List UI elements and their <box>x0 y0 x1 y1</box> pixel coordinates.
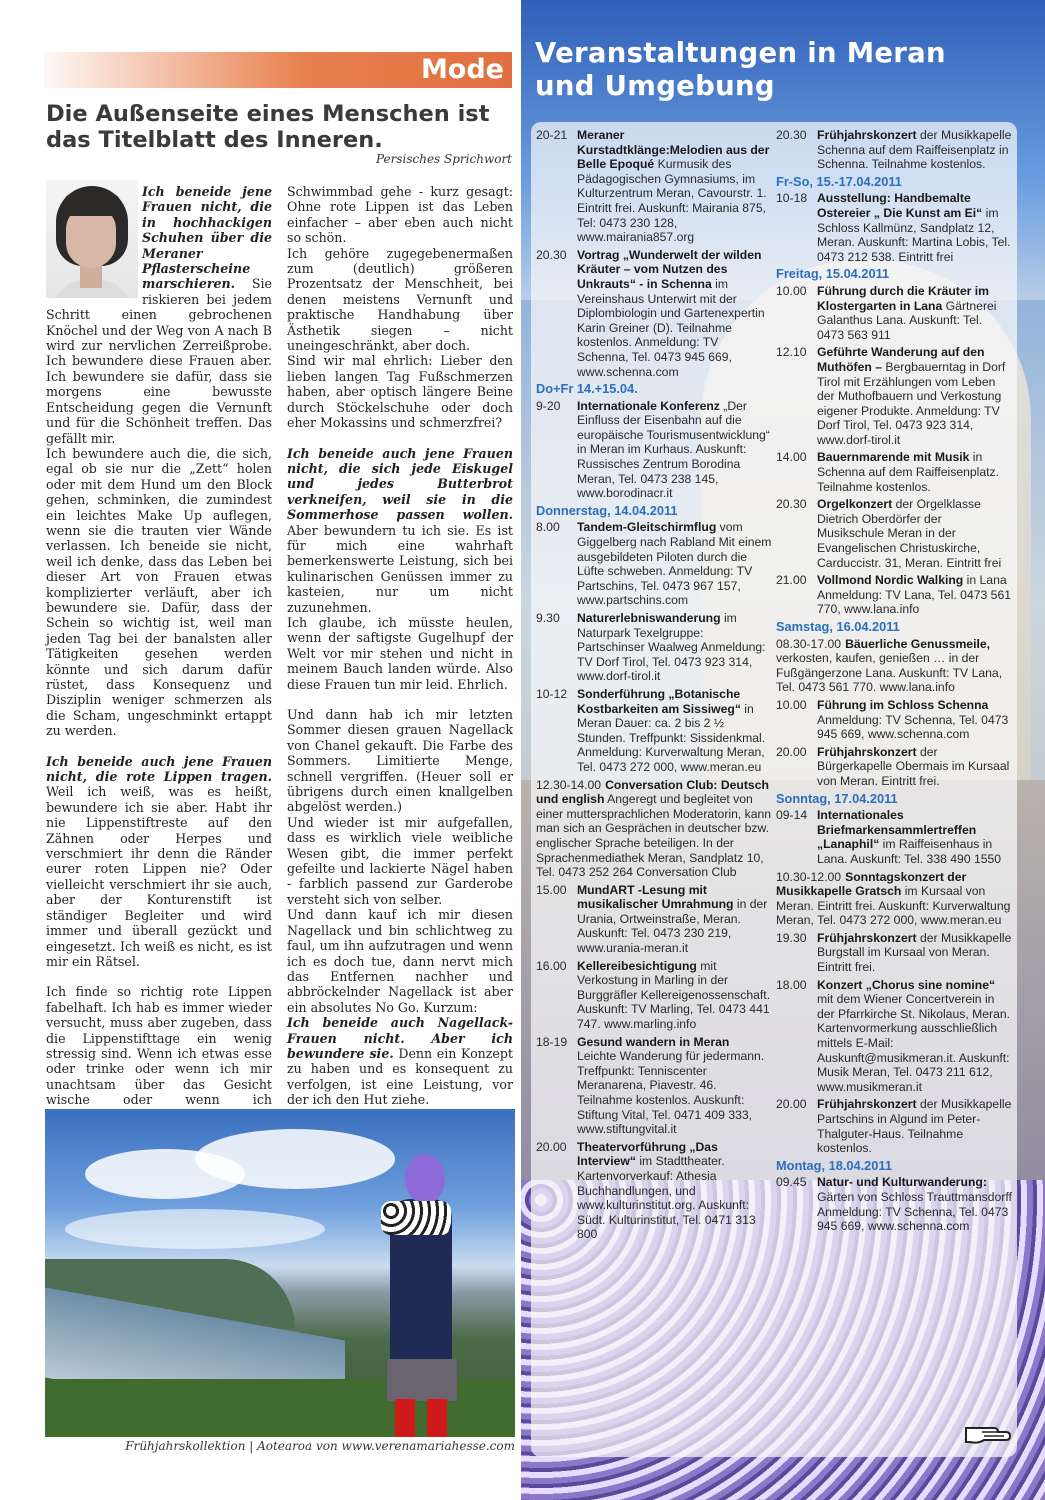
paragraph-text: Und dann kauf ich mir diesen Nagellack und bin schlichtweg zu faul, um ihn aufzutragen und wenn ich es doch tue, dann nervt mich das Entfernen nachher und abbröckelnder Nagellack ist aber ein absolutes No Go. Kurzum: <box>287 907 513 1015</box>
event-title: Tandem-Gleitschirmflug <box>577 520 717 535</box>
event-time: 16.00 <box>536 958 567 973</box>
event-description: Naturerlebniswanderung im Naturpark Texelgruppe: Partschinser Waalweg Anmeldung: TV Dorf Tirol, Tel. 0473 923 314, www.dorf-tirol.it <box>577 611 766 684</box>
paragraph-lead: Ich beneide auch jene Frauen nicht, die rote Lippen tragen. <box>46 753 272 785</box>
event-description: Vortrag „Wunderwelt der wilden Kräuter – vom Nutzen des Unkrauts“ - in Schenna im Vereinshaus Unterwirt mit der Diplombiologin und Gartenexpertin Karin Greiner (D). Teilnahme kostenlos. Anmeldung: TV Schenna, Tel. 0473 945 669, www.schenna.com <box>577 247 765 379</box>
event-time: 14.00 <box>776 450 807 465</box>
paragraph-lead: Ich beneide auch jene Frauen nicht, die sich jede Eiskugel und jedes Butterbrot verkneifen, weil sie in die Sommerhose passen wollen. <box>287 445 513 523</box>
paragraph-text: Ich finde so richtig rote Lippen fabelhaft. Ich hab es immer wieder versucht, muss aber zugeben, dass die Lippenstifttage ein wenig stressig sind. Wenn ich etwas esse oder trinke oder wenn ich mir unachtsam über das Gesicht wische oder wenn ich <box>46 984 272 1108</box>
event-description: Frühjahrskonzert der Musikkapelle Partschins in Algund im Peter-Thalguter-Haus. Teilnahme kostenlos. <box>817 1097 1012 1156</box>
event-description: Conversation Club: Deutsch und english Angeregt und begleitet von einer muttersprachlichen Moderatorin, kann man sich an Gesprächen in deutscher bzw. englischer Sprache beteiligen. In der Sprachenmediathek Meran, Sandplatz 10, Tel. 0473 252 264 Conversation Club <box>536 777 772 880</box>
article-paragraph <box>287 707 513 815</box>
event-item <box>536 128 772 245</box>
event-title: Vollmond Nordic Walking <box>817 573 964 588</box>
article-paragraph <box>46 446 272 739</box>
article-paragraph <box>287 815 513 907</box>
event-description: Kellereibesichtigung mit Verkostung in Marling in der Burggräfler Kellereigenossenschaft. Auskunft: TV Marling, Tel. 0473 441 747. www.marling.info <box>577 958 771 1032</box>
paragraph-text: Sind wir mal ehrlich: Lieber den lieben langen Tag Fußschmerzen haben, aber optisch längere Beine durch Stöckelschuhe oder doch eher Mokassins und schmerzfrei? <box>287 353 513 431</box>
paragraph-text: Weil ich weiß, was es heißt, bewundere ich sie aber. Habt ihr nie Lippenstiftreste auf den Zähnen oder Herpes und verschmiert ihr denn die Ränder eurer roten Lippen nie? Oder vielleicht verschmiert ihr sie auch, aber der Konturenstift ist ständiger Begleiter und wird immer und überall gezückt und eingesetzt. Ich weiß es nicht, es ist mir ein Rätsel. <box>46 784 272 969</box>
event-item <box>536 883 772 956</box>
event-title: Frühjahrskonzert <box>817 128 917 142</box>
event-time: 8.00 <box>536 520 560 535</box>
event-description: Führung im Schloss Schenna Anmeldung: TV Schenna, Tel. 0473 945 669, www.schenna.com <box>817 697 1009 742</box>
event-description: Gesund wandern in Meran Leichte Wanderung für jedermann. Treffpunkt: Tenniscenter Meranarena, Piavestr. 46. Teilnahme kostenlos. Auskunft: Stiftung Vital, Tel. 0471 409 333, www.stiftungvital.it <box>577 1034 765 1137</box>
event-item <box>776 128 1012 172</box>
article-paragraph <box>287 1015 513 1107</box>
event-title: Vortrag „Wunderwelt der wilden Kräuter – vom Nutzen des Unkrauts“ - in Schenna <box>577 247 762 291</box>
event-time: 20.30 <box>776 497 807 512</box>
event-title: Führung durch die Kräuter im Klostergarten in Lana <box>817 283 989 313</box>
event-description: Sonderführung „Botanische Kostbarkeiten am Sissiweg“ in Meran Dauer: ca. 2 bis 2 ½ Stunden. Treffpunkt: Sissidenkmal. Anmeldung: Kurverwaltung Meran, Tel. 0473 272 000, www.meran.eu <box>577 686 766 774</box>
event-title: Bauernmarende mit Musik <box>817 450 970 465</box>
event-time: 20.30 <box>536 247 567 262</box>
event-item <box>776 978 1012 1095</box>
event-description: Internationale Konferenz „Der Einfluss der Eisenbahn auf die europäische Tourismusentwicklung“ in Meran im Kurhaus. Auskunft: Russisches Zentrum Borodina Meran, Tel. 0473 238 145, www.borodinacr.it <box>577 398 770 501</box>
event-description: Frühjahrskonzert der Bürgerkapelle Obermais im Kursaal von Meran. Eintritt frei. <box>817 744 1010 788</box>
events-title: Veranstaltungen in Meran und Umgebung <box>535 37 946 102</box>
event-item <box>776 808 1012 866</box>
event-time: 19.30 <box>776 930 807 945</box>
paragraph-text: Denn ein Konzept zu haben und es konsequent zu verfolgen, ist eine Leistung, vor der ich den Hut ziehe. <box>287 1045 513 1108</box>
event-time: 20.00 <box>776 744 807 759</box>
event-description: Internationales Briefmarkensammlertreffen „Lanaphil“ im Raiffeisenhaus in Lana. Auskunft: Tel. 338 490 1550 <box>817 808 1002 866</box>
event-time: 09.45 <box>776 1175 807 1190</box>
event-description: Frühjahrskonzert der Musikkapelle Schenna auf dem Raiffeisenplatz in Schenna. Teilnahme kostenlos. <box>817 128 1012 172</box>
event-item <box>536 399 772 501</box>
event-title: Sonderführung „Botanische Kostbarkeiten am Sissiweg“ <box>577 686 741 716</box>
event-item <box>536 959 772 1032</box>
event-title: Frühjahrskonzert <box>817 744 917 759</box>
events-column-1 <box>536 128 772 1245</box>
article-column-2 <box>287 184 513 1123</box>
event-item <box>536 778 772 880</box>
event-time: 12.10 <box>776 345 807 360</box>
event-time: 20-21 <box>536 128 568 142</box>
fashion-photo <box>45 1109 515 1437</box>
event-item <box>776 870 1012 928</box>
paragraph-text: Und wieder ist mir aufgefallen, dass es wirklich viele weibliche Wesen gibt, die immer perfekt gefeilte und lackierte Nägel haben - farblich passend zur Garderobe versteht sich von selber. <box>287 814 513 907</box>
paragraph-text: Aber bewundern tu ich sie. Es ist für mich eine wahrhaft bemerkenswerte Leistung, sich bei kulinarischen Genüssen immer zu kasteien, nur um nicht zuzunehmen. <box>287 522 513 615</box>
event-item <box>776 745 1012 789</box>
event-description: Führung durch die Kräuter im Klostergarten in Lana Gärtnerei Galanthus Lana. Auskunft: Tel. 0473 563 911 <box>817 283 997 342</box>
event-item <box>536 1035 772 1137</box>
event-item <box>776 1097 1012 1155</box>
event-item <box>536 611 772 684</box>
pointing-hand-icon <box>964 1418 1012 1448</box>
event-time: 10-12 <box>536 686 568 701</box>
event-time: 15.00 <box>536 882 567 897</box>
event-description: Theatervorführung „Das Interview“ im Stadttheater. Kartenvorverkauf: Athesia Buchhandlungen, und www.kulturinstitut.org. Auskunft: Südt. Kulturinstitut, Tel. 0471 313 800 <box>577 1139 756 1242</box>
paragraph-lead: Ich beneide auch Nagellack-Frauen nicht. Aber ich bewundere sie. <box>287 1015 513 1061</box>
event-item <box>536 687 772 775</box>
article-headline: Die Außenseite eines Menschen ist das Titelblatt des Inneren. <box>46 101 490 153</box>
event-time: 10.00 <box>776 697 807 712</box>
article-paragraph <box>287 446 513 615</box>
events-column-2 <box>776 128 1012 1237</box>
section-label: Mode <box>420 54 504 85</box>
event-title: Theatervorführung „Das Interview“ <box>577 1139 718 1169</box>
event-title: Natur- und Kulturwanderung: <box>817 1175 987 1190</box>
event-title: Geführte Wanderung auf den Muthöfen – <box>817 345 985 374</box>
event-description: Bäuerliche Genussmeile, verkosten, kaufen, genießen … in der Fußgängerzone Lana. Auskunft: TV Lana, Tel. 0473 561 770. www.lana.info <box>776 636 1003 695</box>
event-time: 18-19 <box>536 1034 568 1049</box>
event-time: 08.30-17.00 <box>776 636 842 651</box>
event-item <box>776 450 1012 494</box>
event-time: 20.00 <box>776 1097 807 1112</box>
event-time: 9.30 <box>536 611 560 625</box>
event-time: 10-18 <box>776 191 808 206</box>
event-title: Meraner Kurstadtklänge:Melodien aus der Belle Epoqué <box>577 128 770 172</box>
section-banner <box>44 52 512 88</box>
event-title: Kellereibesichtigung <box>577 958 697 973</box>
event-time: 21.00 <box>776 573 807 588</box>
event-title: Internationales Briefmarkensammlertreffen „Lanaphil“ <box>817 808 977 852</box>
paragraph-text: Sie riskieren bei jedem Schritt einen gebrochenen Knöchel und der Weg von A nach B wird zur nervlichen Zerreißprobe. Ich bewundere diese Frauen aber. Ich bewundere sie dafür, dass sie morgens eine bewusste Entscheidung gegen die Vernunft und für die Schönheit treffen. Das gefällt mir. <box>46 276 272 446</box>
article-paragraph <box>287 615 513 692</box>
event-description: Vollmond Nordic Walking in Lana Anmeldung: TV Lana, Tel. 0473 561 770, www.lana.info <box>817 573 1012 617</box>
article-paragraph <box>287 184 513 246</box>
photo-caption: Frühjahrskollektion | Aotearoa von www.verenamariahesse.com <box>125 1439 515 1453</box>
article-paragraph <box>287 246 513 354</box>
event-day-heading: Fr-So, 15.-17.04.2011 <box>776 173 902 189</box>
event-description: Sonntagskonzert der Musikkapelle Gratsch im Kursaal von Meran. Eintritt frei. Auskunft: Kurverwaltung Meran, Tel. 0473 272 000, www.meran.eu <box>776 869 1011 928</box>
event-day-heading: Sonntag, 17.04.2011 <box>776 790 898 806</box>
event-description: Geführte Wanderung auf den Muthöfen – Bergbauerntag in Dorf Tirol mit Erzählungen vom Leben der Muthofbauern und Verkostung eigener Produkte. Anmeldung: TV Dorf Tirol, Tel. 0473 923 314, www.dorf-tirol.it <box>817 345 1006 447</box>
event-time: 12.30-14.00 <box>536 777 602 792</box>
event-title: Frühjahrskonzert <box>817 1097 917 1112</box>
event-time: 10.00 <box>776 283 807 298</box>
paragraph-lead: Ich beneide jene Frauen nicht, die in hochhackigen Schuhen über die Meraner Pflasterscheine marschieren. <box>142 184 272 292</box>
article-paragraph <box>46 754 272 970</box>
event-day-heading: Donnerstag, 14.04.2011 <box>536 502 678 518</box>
event-title: Gesund wandern in Meran <box>577 1034 730 1049</box>
paragraph-text: Ich glaube, ich müsste heulen, wenn der saftigste Gugelhupf der Welt vor mir stehen und nicht in meinem Bauch landen würde. Also diese Frauen tun mir leid. Ehrlich. <box>287 614 513 692</box>
paragraph-text: Und dann hab ich mir letzten Sommer diesen grauen Nagellack von Chanel gekauft. Die Farbe des Sommers. Limitierte Menge, schnell vergriffen. (Heuer soll er übrigens durch einen knallgelben abgelöst werden.) <box>287 707 513 815</box>
event-title: Führung im Schloss Schenna <box>817 697 989 712</box>
event-item <box>776 191 1012 264</box>
event-title: Orgelkonzert <box>817 497 893 512</box>
event-item <box>776 573 1012 617</box>
event-item <box>776 637 1012 695</box>
paragraph-text: Ich gehöre zugegebenermaßen zum (deutlich) größeren Prozentsatz der Menschheit, bei denen meistens Vernunft und praktische Handhabung über Ästhetik siegen – nicht uneingeschränkt, aber doch. <box>287 245 513 354</box>
event-day-heading: Samstag, 16.04.2011 <box>776 619 900 634</box>
event-time: 18.00 <box>776 977 807 992</box>
event-time: 09-14 <box>776 808 808 823</box>
event-title: Internationale Konferenz <box>577 398 720 413</box>
article-paragraph <box>287 907 513 1015</box>
proverb-source: Persisches Sprichwort <box>375 152 512 166</box>
event-day-heading: Do+Fr 14.+15.04. <box>536 381 638 397</box>
event-title: Sonntagskonzert der Musikkapelle Gratsch <box>776 869 967 899</box>
event-item <box>776 497 1012 570</box>
event-title: Naturerlebniswanderung <box>577 611 721 625</box>
event-title: Bäuerliche Genussmeile, <box>845 636 991 651</box>
event-description: Konzert „Chorus sine nomine“ mit dem Wiener Concertverein in der Pfarrkirche St. Nikolaus, Meran. Kartenvormerkung ausschließlich mittels E-Mail: Auskunft@musikmeran.it. Auskunft: Musik Meran, Tel. 0473 211 612, www.musikmeran.it <box>817 977 1011 1094</box>
event-item <box>776 345 1012 447</box>
event-time: 10.30-12.00 <box>776 869 842 884</box>
event-item <box>776 284 1012 342</box>
event-description: Frühjahrskonzert der Musikkapelle Burgstall im Kursaal von Meran. Eintritt frei. <box>817 930 1012 975</box>
event-description: Ausstellung: Handbemalte Ostereier „ Die Kunst am Ei“ im Schloss Kallmünz, Sandplatz 12, Meran. Auskunft: Martina Lobis, Tel. 0473 212 538. Eintritt frei <box>817 191 1011 264</box>
event-title: Conversation Club: Deutsch und english <box>536 777 769 807</box>
event-title: Konzert „Chorus sine nomine“ <box>817 977 996 992</box>
event-description: Meraner Kurstadtklänge:Melodien aus der Belle Epoqué Kurmusik des Pädagogischen Gymnasiums, im Kulturzentrum Meran, Cavourstr. 1. Eintritt frei. Auskunft: Mairania 875, Tel: 0473 230 128, www.mairania857.org <box>577 128 770 245</box>
event-title: Frühjahrskonzert <box>817 930 917 945</box>
event-description: Bauernmarende mit Musik in Schenna auf dem Raiffeisenplatz. Teilnahme kostenlos. <box>817 450 1000 494</box>
event-time: 9-20 <box>536 398 561 413</box>
event-day-heading: Montag, 18.04.2011 <box>776 1157 892 1173</box>
article-column-1 <box>46 184 272 1138</box>
event-item <box>776 1175 1012 1233</box>
event-day-heading: Freitag, 15.04.2011 <box>776 266 890 282</box>
event-description: Tandem-Gleitschirmflug vom Giggelberg nach Rabland Mit einem ausgebildeten Piloten durch die Lüfte schweben. Anmeldung: TV Partschins, Tel. 0473 967 157, www.partschins.com <box>577 520 772 608</box>
event-title: Ausstellung: Handbemalte Ostereier „ Die Kunst am Ei“ <box>817 191 983 220</box>
event-title: MundART -Lesung mit musikalischer Umrahmung <box>577 882 734 912</box>
event-item <box>536 520 772 608</box>
event-description: Natur- und Kulturwanderung: Gärten von Schloss Trauttmansdorff Anmeldung: TV Schenna, Tel. 0473 945 669, www.schenna.com <box>817 1175 1012 1234</box>
event-description: MundART -Lesung mit musikalischer Umrahmung in der Urania, Ortweinstraße, Meran. Auskunft: Tel. 0473 230 219, www.urania-meran.it <box>577 882 768 956</box>
event-description: Orgelkonzert der Orgelklasse Dietrich Oberdörfer der Musikschule Meran in der Evangelischen Christuskirche, Carduccistr. 31, Meran. Eintritt frei <box>817 497 1002 570</box>
event-item <box>776 698 1012 742</box>
paragraph-text: Schwimmbad gehe - kurz gesagt: Ohne rote Lippen ist das Leben einfacher – aber eben auch nicht so schön. <box>287 184 513 246</box>
event-item <box>776 931 1012 975</box>
paragraph-text: Ich bewundere auch die, die sich, egal ob sie nur die „Zett“ holen oder mit dem Hund um den Block gehen, schminken, die zumindest ein leichtes Make Up auflegen, wenn sie die trauten vier Wände verlassen. Ich beneide sie nicht, weil ich denke, dass das Leben bei dieser Art von Frauen etwas komplizierter verläuft, aber ich bewundere sie. Dafür, dass der Schein so wichtig ist, weil man jeden Tag bei der banalsten aller Tätigkeiten gesehen werden könnte und sich darum dafür rüstet, dass Konsequenz und Disziplin weniger schmerzen als die Scham, ungeschminkt ertappt zu werden. <box>46 445 272 739</box>
event-item <box>536 248 772 379</box>
article-paragraph <box>287 353 513 430</box>
event-item <box>536 1140 772 1242</box>
event-time: 20.30 <box>776 128 807 142</box>
event-time: 20.00 <box>536 1139 567 1154</box>
